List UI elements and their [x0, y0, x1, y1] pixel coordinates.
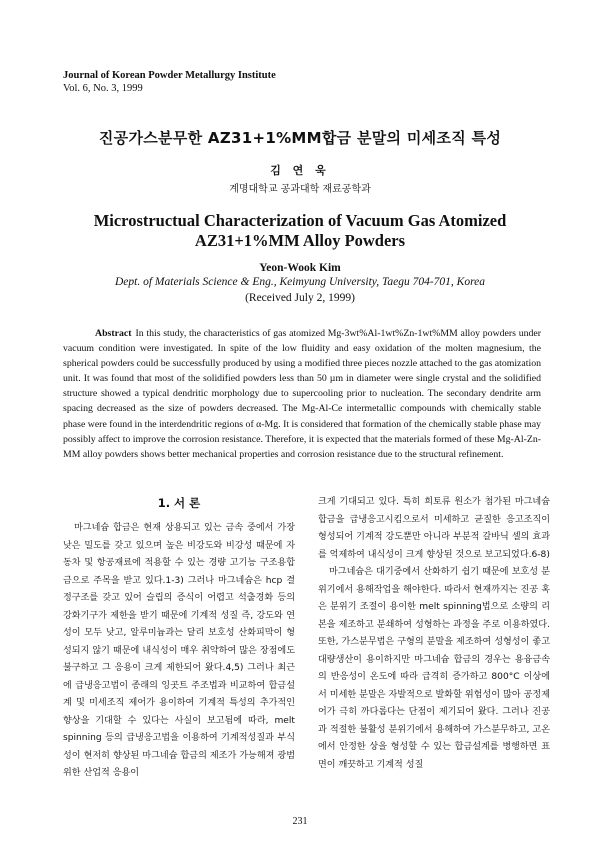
korean-affiliation: 계명대학교 공과대학 재료공학과 — [229, 184, 371, 195]
right-column — [318, 494, 550, 774]
korean-title: 진공가스분무한 AZ31+1%MM합금 분말의 미세조직 특성 — [98, 129, 502, 147]
abstract — [63, 326, 541, 462]
journal-volume: Vol. 6, No. 3, 1999 — [63, 83, 143, 94]
body-paragraph: 크게 기대되고 있다. 특히 희토류 원소가 첨가된 마그네슘합금을 급냉응고시킴으로서 미세하고 균질한 응고조직이 형성되어 기계적 강도뿐만 아니라 부분적 갈바닉 셀의 효과를 억제하여 내식성이 크게 향상된 것으로 보고되었다.6-8) — [318, 497, 550, 560]
english-title — [0, 211, 600, 251]
abstract-label: Abstract — [95, 328, 132, 339]
english-author: Yeon-Wook Kim — [259, 262, 341, 274]
english-title-line2: AZ31+1%MM Alloy Powders — [194, 231, 406, 250]
journal-name: Journal of Korean Powder Metallurgy Institute — [63, 70, 276, 81]
left-column — [63, 494, 295, 783]
english-title-line1: Microstructual Characterization of Vacuum Gas Atomized — [93, 211, 507, 230]
journal-header — [63, 69, 276, 95]
body-paragraph: 마그네슘 합금은 현재 상용되고 있는 금속 중에서 가장 낮은 밀도를 갖고 있으며 높은 비강도와 비강성 때문에 자동차 및 항공재료에 적용할 수 있는 경량 고기능 구조용합금으로 주목을 받고 있다.1-3) 그러나 마그네슘은 hcp 결정구조를 갖고 있어 슬립의 증식이 어렵고 석출경화 등의 강화기구가 제한을 받기 때문에 기계적 성질 즉, 강도와 연성이 모두 낮고, 알루미늄과는 달리 보호성 산화피막이 형성되지 않기 때문에 내식성이 매우 취약하여 많은 장점에도 불구하고 그 응용이 크게 제한되어 왔다.4,5) 그러나 최근에 급냉응고법이 종래의 잉곳트 주조법과 비교하여 합금설계 및 미세조직 제어가 용이하여 기계적 특성의 추가적인 향상을 기대할 수 있다는 사실이 보고됨에 따라, melt spinning 등의 급냉응고법을 이용하여 기계적성질과 부식성이 현저히 향상된 마그네슘 합금의 제조가 가능해져 광범위한 산업적 응용이 — [63, 523, 295, 778]
received-date: (Received July 2, 1999) — [245, 292, 355, 304]
english-affiliation: Dept. of Materials Science & Eng., Keimyung University, Taegu 704-701, Korea — [115, 276, 485, 288]
section-heading: 1. 서 론 — [157, 496, 201, 510]
page-number: 231 — [292, 816, 308, 827]
abstract-text: In this study, the characteristics of gas atomized Mg-3wt%Al-1wt%Zn-1wt%MM alloy powders under vacuum condition were investigated. In spite of the low fluidity and easy oxidation of the molten magnesium, the spherical powders could be successfully produced by using a modified three pieces nozzle attached to the gas atomization unit. It was found that most of the solidified powders less than 50 µm in diameter were single crystal and the solidified structure showed a typical dendritic morphology due to supercooling prior to nucleation. The secondary dendrite arm spacing decreased as the size of powders decreased. The Mg-Al-Ce intermetallic compounds with chemically stable phase were found in the interdendritic regions of α-Mg. It is considered that formation of the chemically stable phase may possibly affect to improve the corrosion resistance. Therefore, it is expected that the materials formed of these Mg-Al-Zn-MM alloy powders shows better mechanical properties and corrosion resistance due to the structural refinement. — [63, 328, 541, 460]
body-paragraph: 마그네슘은 대기중에서 산화하기 쉽기 때문에 보호성 분위기에서 용해작업을 해야한다. 따라서 현재까지는 진공 혹은 분위기 조절이 용이한 melt spinning법으로 소량의 리본을 제조하고 분쇄하여 성형하는 과정을 주로 이용하였다. 또한, 가스분무법은 구형의 분말을 제조하여 성형성이 좋고 대량생산이 용이하지만 마그네슘 합금의 경우는 용융금속의 반응성이 온도에 따라 급격히 증가하고 800°C 이상에서 미세한 분말은 자발적으로 발화할 위험성이 많아 공정제어가 극히 까다롭다는 단점이 제기되어 왔다. 그러나 진공과 적절한 불활성 분위기에서 용해하여 가스분무하고, 고온에서 안정한 상을 형성할 수 있는 합금설계를 병행하면 표면이 깨끗하고 기계적 성질 — [318, 567, 550, 770]
korean-author: 김 연 욱 — [270, 164, 330, 177]
